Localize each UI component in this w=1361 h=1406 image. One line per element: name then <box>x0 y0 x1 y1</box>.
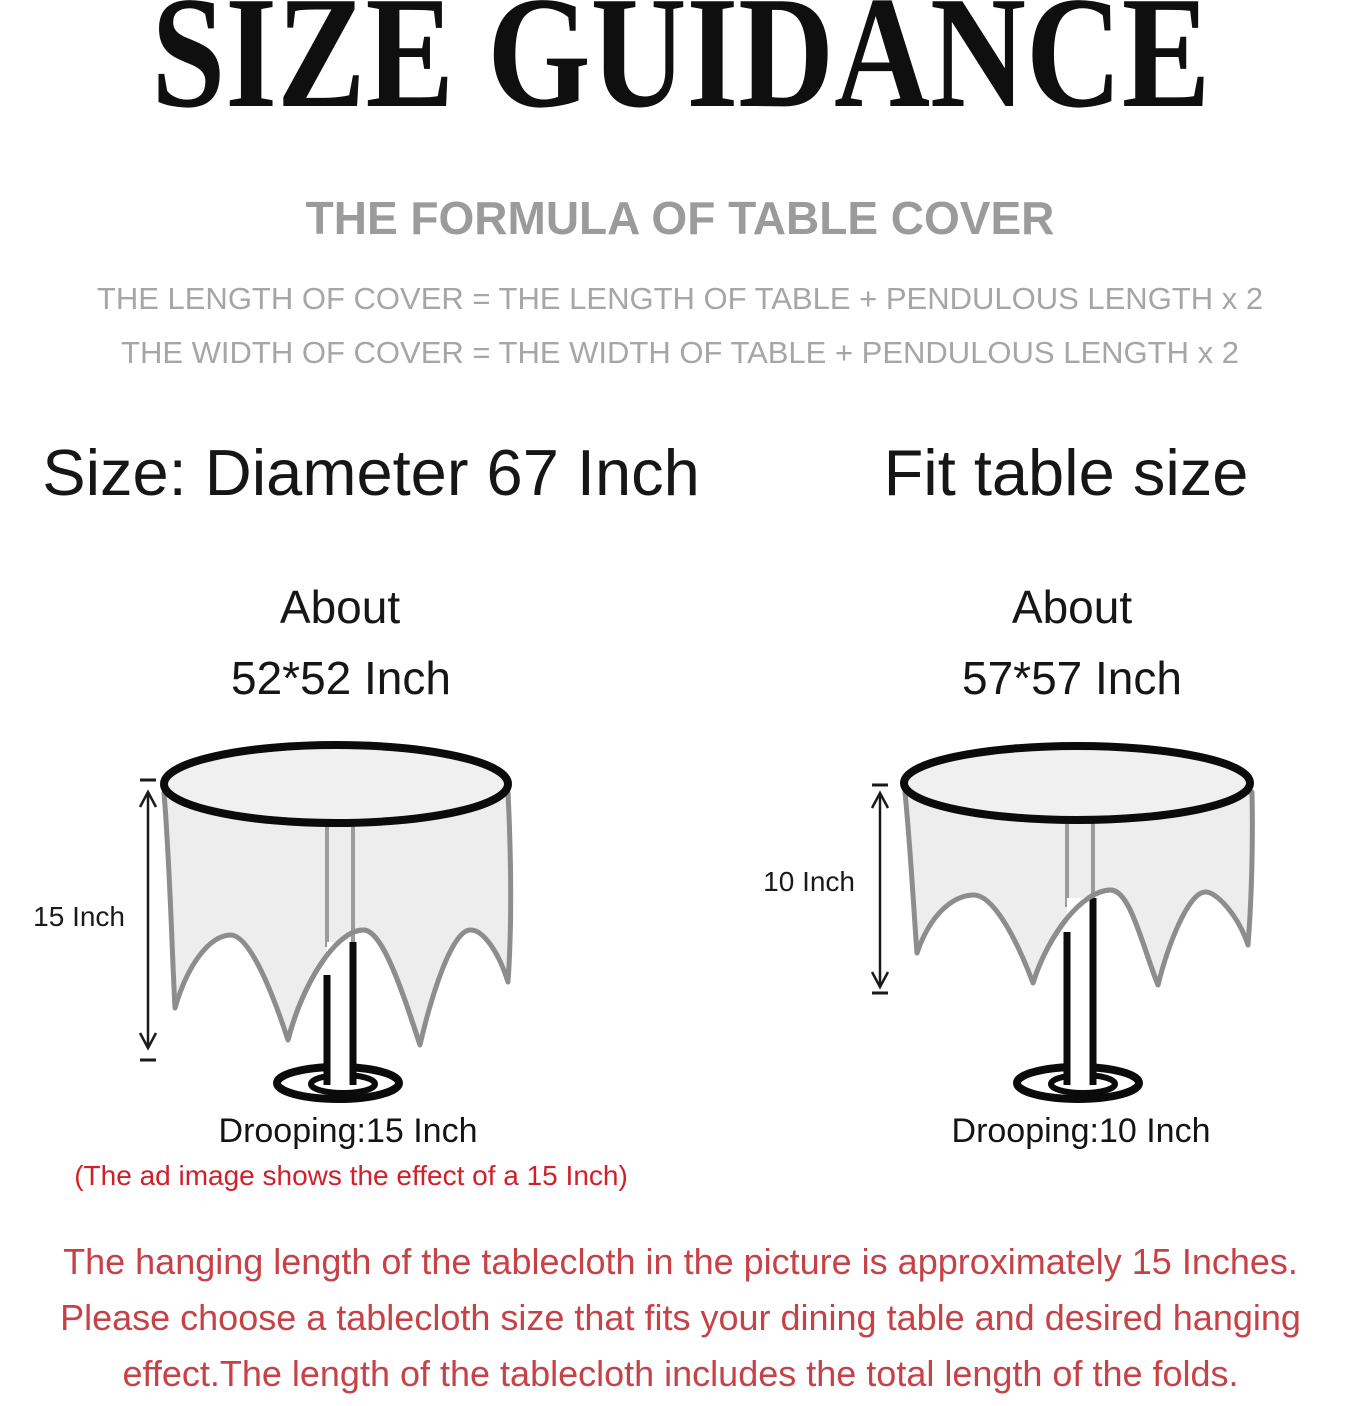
formula-subtitle: THE FORMULA OF TABLE COVER <box>305 192 1055 244</box>
left-size-value: 52*52 Inch <box>231 652 451 704</box>
dimension-arrow <box>872 785 888 993</box>
right-drooping-caption: Drooping:10 Inch <box>951 1112 1211 1150</box>
page-title-wrap <box>0 0 1361 141</box>
tabletop-ellipse <box>904 746 1250 820</box>
formula-line-1: THE LENGTH OF COVER = THE LENGTH OF TABLE + PENDULOUS LENGTH x 2 <box>96 281 1264 316</box>
hanging-length-note-line: effect.The length of the tablecloth includes the total length of the folds. <box>122 1353 1239 1394</box>
right-about-label: About <box>1011 581 1133 633</box>
dimension-arrow <box>140 780 156 1060</box>
hanging-length-note <box>0 1234 1361 1402</box>
hanging-length-note-line: Please choose a tablecloth size that fits your dining table and desired hanging <box>60 1297 1301 1338</box>
hanging-length-note-line: The hanging length of the tablecloth in the picture is approximately 15 Inches. <box>63 1241 1298 1282</box>
left-about-label: About <box>279 581 401 633</box>
left-drooping-caption: Drooping:15 Inch <box>218 1112 478 1150</box>
page-title: SIZE GUIDANCE <box>151 0 1210 141</box>
pedestal-column <box>1067 898 1093 1085</box>
tabletop-ellipse <box>164 745 508 823</box>
formula-line-2: THE WIDTH OF COVER = THE WIDTH OF TABLE + PENDULOUS LENGTH x 2 <box>121 335 1239 370</box>
left-drop-length-label: 15 Inch <box>33 901 125 932</box>
right-table-diagram <box>800 735 1320 1110</box>
left-table-diagram <box>60 735 580 1110</box>
pedestal-column <box>327 942 353 1085</box>
right-fit-heading: Fit table size <box>883 436 1249 509</box>
right-drop-length-label: 10 Inch <box>763 866 855 897</box>
left-size-heading: Size: Diameter 67 Inch <box>42 436 700 509</box>
ad-effect-note: (The ad image shows the effect of a 15 Inch) <box>74 1160 628 1191</box>
right-size-value: 57*57 Inch <box>962 652 1182 704</box>
